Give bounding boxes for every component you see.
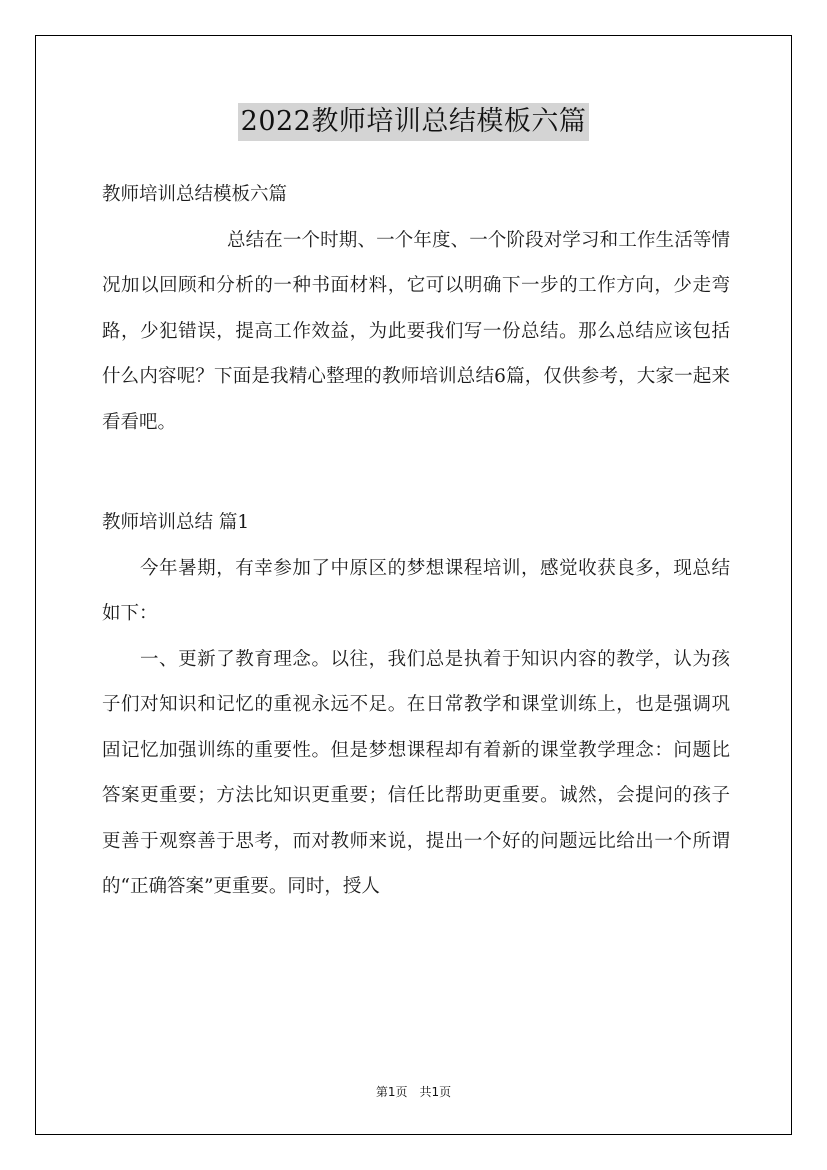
document-subtitle: 教师培训总结模板六篇 (102, 184, 288, 205)
body-paragraph-2: 一、更新了教育理念。以往，我们总是执着于知识内容的教学，认为孩子们对知识和记忆的重视永远不足。在日常教学和课堂训练上，也是强调巩固记忆加强训练的重要性。但是梦想课程却有着新的课堂教学理念：问题比答案更重要；方法比知识更重要；信任比帮助更重要。诚然，会提问的孩子更善于观察善于思考，而对教师来说，提出一个好的问题远比给出一个所谓的“正确答案”更重要。同时，授人 (102, 648, 730, 897)
section-heading: 教师培训总结 篇1 (102, 512, 250, 533)
document-title: 2022教师培训总结模板六篇 (238, 103, 590, 141)
intro-paragraph: 总结在一个时期、一个年度、一个阶段对学习和工作生活等情况加以回顾和分析的一种书面材料，它可以明确下一步的工作方向，少走弯路，少犯错误，提高工作效益，为此要我们写一份总结。那么总结应该包括什么内容呢？下面是我精心整理的教师培训总结6篇，仅供参考，大家一起来看看吧。 (102, 229, 730, 433)
document-body (102, 172, 730, 910)
title-container (0, 103, 827, 141)
page-footer: 第1页 共1页 (375, 1085, 452, 1099)
section-spacer (102, 445, 730, 500)
body-paragraph-1: 今年暑期，有幸参加了中原区的梦想课程培训，感觉收获良多，现总结如下： (102, 557, 730, 624)
